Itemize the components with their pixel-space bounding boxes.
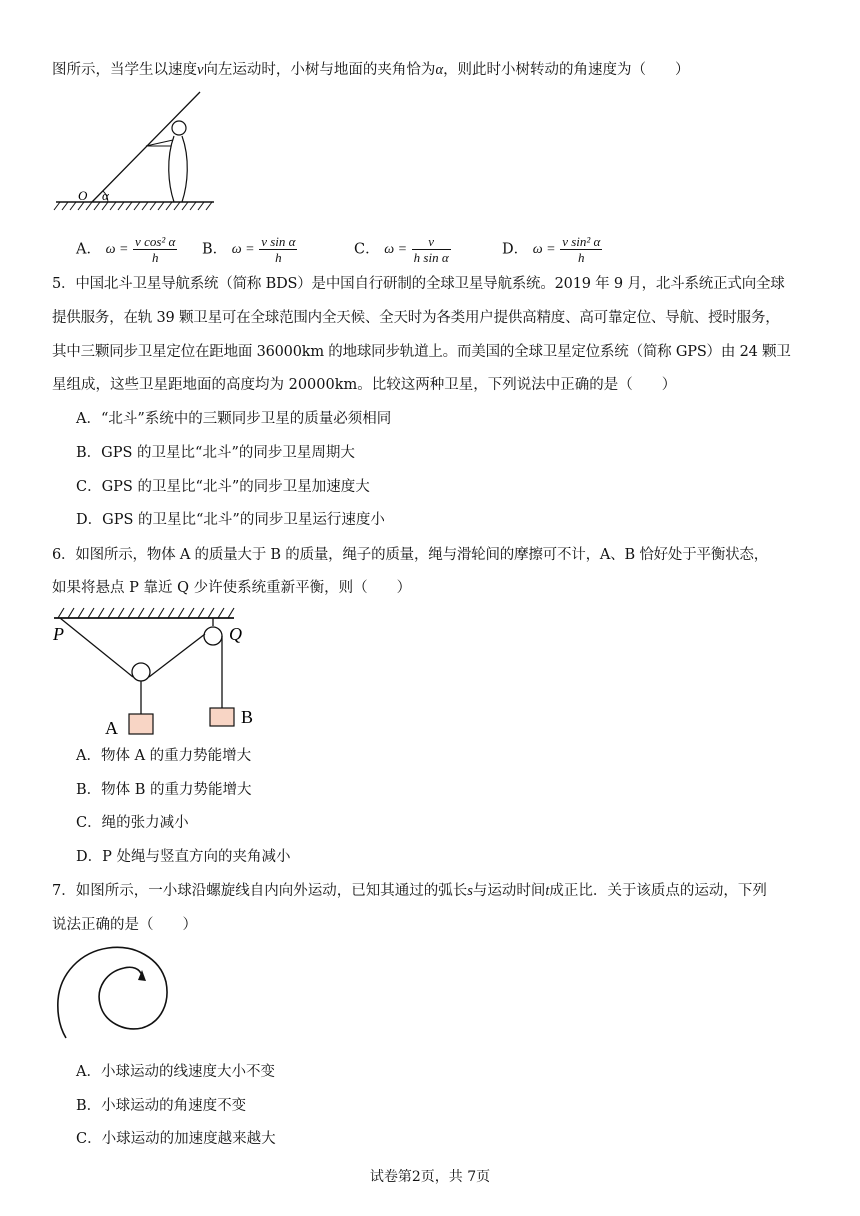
student-head [172,121,186,135]
q5-option-c[interactable]: C．GPS 的卫星比“北斗”的同步卫星加速度大 [76,479,370,495]
point-q-label: Q [229,624,242,644]
block-b-label: B [241,707,254,727]
page-footer: 试卷第2页，共 7页 [369,1169,491,1185]
q5-stem-line-1: 5．中国北斗卫星导航系统（简称 BDS）是中国自行研制的全球卫星导航系统。2019 年 9 月，北斗系统正式向全球 [52,276,785,292]
tree-student-figure [52,88,222,216]
q4-option-b[interactable]: B． ω = $\frac{\text{v sin α}}{h}$ [202,234,296,265]
q7-stem-line-1: 7．如图所示，一小球沿螺旋线自内向外运动，已知其通过的弧长s与运动时间t成正比．关于该质点的运动，下列 [52,883,767,899]
angle-alpha-label: α [102,188,109,203]
q5-option-a[interactable]: A．“北斗”系统中的三颗同步卫星的质量必须相同 [76,411,392,427]
q4-option-a[interactable]: A． ω = $\frac{\text{v cos² α}}{h}$ [76,234,176,265]
point-o-label: O [78,188,88,203]
q6-option-c[interactable]: C．绳的张力减小 [76,815,189,831]
q6-stem-line-2: 如果将悬点 P 靠近 Q 少许使系统重新平衡，则（ ） [52,580,412,596]
q5-stem-line-4: 星组成，这些卫星距地面的高度均为 20000km。比较这两种卫星，下列说法中正确的是（ ） [52,377,677,393]
q6-option-d[interactable]: D．P 处绳与竖直方向的夹角减小 [76,849,291,865]
block-a [129,714,153,734]
q4-stem-line: 图所示，当学生以速度v向左运动时，小树与地面的夹角恰为α，则此时小树转动的角速度为（ ） [52,62,690,78]
movable-pulley [132,663,150,681]
q7-option-a[interactable]: A．小球运动的线速度大小不变 [76,1064,275,1080]
block-a-label: A [105,718,118,738]
q6-option-a[interactable]: A．物体 A 的重力势能增大 [76,748,252,764]
q5-option-d[interactable]: D．GPS 的卫星比“北斗”的同步卫星运行速度小 [76,512,385,528]
q4-option-d[interactable]: D． ω = $\frac{\text{v sin² α}}{h}$ [502,234,601,265]
q4-option-c[interactable]: C． ω = $\frac{v}{\text{h sin α}}$ [354,234,449,265]
pulley-figure [48,604,278,738]
point-p-label: P [53,624,64,644]
q6-option-b[interactable]: B．物体 B 的重力势能增大 [76,782,252,798]
q5-stem-line-3: 其中三颗同步卫星定位在距地面 36000km 的地球同步轨道上。而美国的全球卫星定位系统（简称 GPS）由 24 颗卫 [52,344,791,360]
q7-option-b[interactable]: B．小球运动的角速度不变 [76,1098,247,1114]
fixed-pulley [204,627,222,645]
q6-stem-line-1: 6．如图所示，物体 A 的质量大于 B 的质量，绳子的质量，绳与滑轮间的摩擦可不计，A、B 恰好处于平衡状态， [52,547,769,563]
tree-line [92,92,200,202]
q5-stem-line-2: 提供服务，在轨 39 颗卫星可在全球范围内全天候、全天时为各类用户提供高精度、高可靠定位、导航、授时服务， [52,310,780,326]
q7-stem-line-2: 说法正确的是（ ） [52,917,197,933]
q5-option-b[interactable]: B．GPS 的卫星比“北斗”的同步卫星周期大 [76,445,355,461]
spiral-figure [50,940,180,1046]
q7-option-c[interactable]: C．小球运动的加速度越来越大 [76,1131,276,1147]
block-b [210,708,234,726]
